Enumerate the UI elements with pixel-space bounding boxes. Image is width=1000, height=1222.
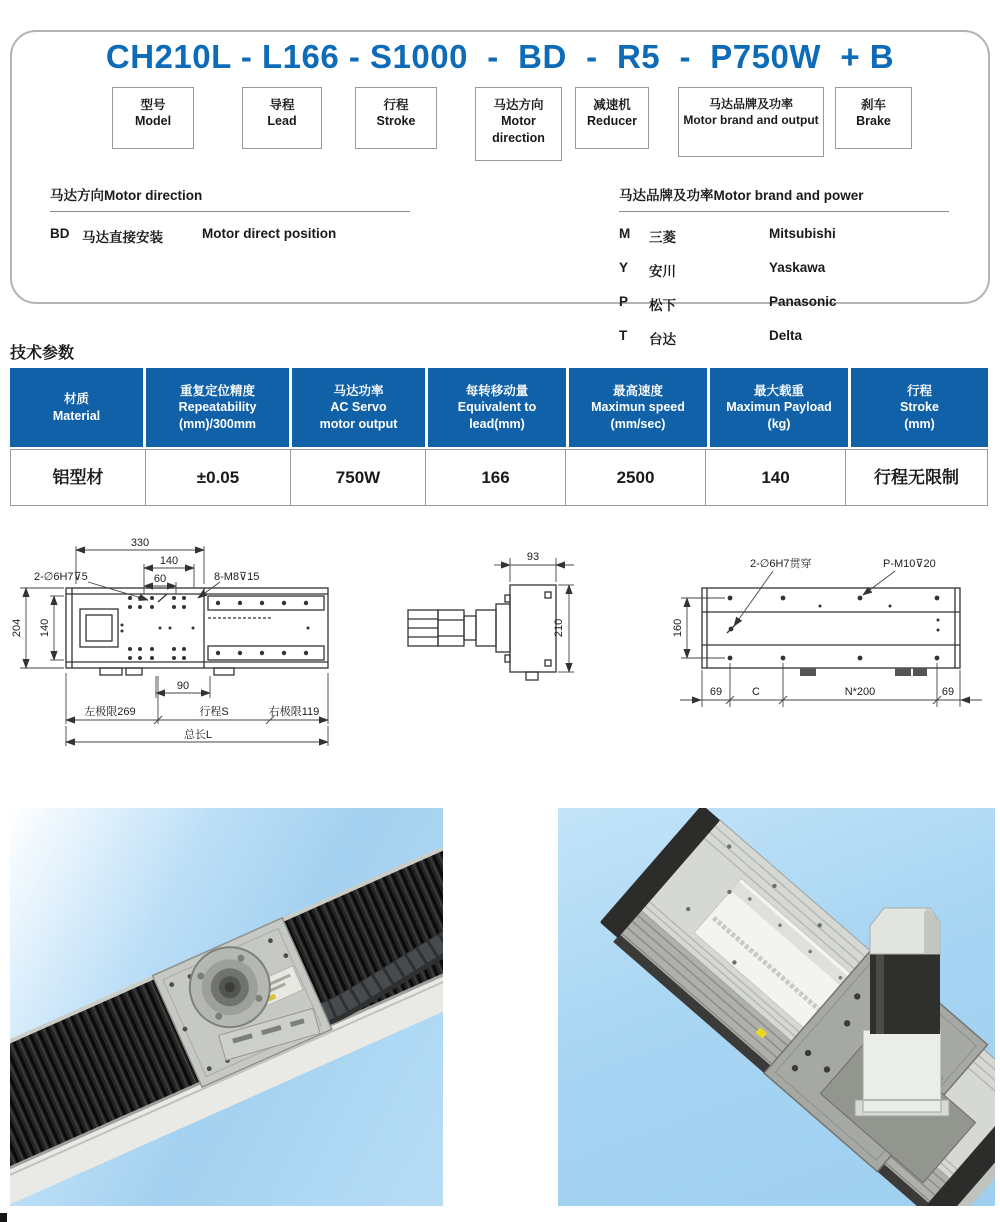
hdr-cn: 最高速度 (612, 383, 663, 398)
hdr-sub: (mm) (904, 416, 935, 431)
drawing-top-view (8, 528, 393, 763)
hdr-en: Repeatability (178, 400, 257, 415)
spec-header-lead (428, 368, 566, 447)
motor-direction-en: Motor direct position (202, 226, 337, 241)
callout-base-screws: P-M10⊽20 (883, 558, 936, 570)
code-box-brake-cn: 刹车 (860, 98, 886, 112)
brand-en: Panasonic (769, 294, 837, 309)
specs-table (10, 368, 988, 506)
dim-stroke-s: 行程S (199, 706, 229, 718)
code-box-lead-cn: 导程 (269, 98, 295, 112)
code-box-motor-brand-cn: 马达品牌及功率 (708, 97, 793, 111)
model-code-title: CH210L - L166 - S1000 - BD - R5 - P750W + B (105, 38, 895, 75)
callout-dowel-holes: 2-∅6H7⊽5 (34, 571, 88, 583)
code-box-motor-brand (678, 87, 824, 157)
code-box-stroke-cn: 行程 (383, 98, 409, 112)
motor-direction-cn: 马达直接安装 (82, 230, 163, 245)
code-box-reducer (575, 87, 649, 149)
brand-cn: 松下 (649, 298, 676, 313)
spec-value-stroke: 行程无限制 (874, 468, 959, 487)
motor-direction-heading: 马达方向Motor direction (50, 188, 203, 203)
dim-160: 160 (672, 618, 684, 638)
hdr-cn: 最大载重 (753, 383, 804, 398)
photo-bellows-actuator (10, 808, 443, 1206)
motor-direction-row (50, 226, 410, 246)
motor-direction-code: BD (50, 226, 70, 241)
code-box-reducer-en: Reducer (586, 114, 638, 129)
dim-330: 330 (130, 537, 150, 549)
hdr-en: Material (52, 408, 101, 423)
dim-60: 60 (153, 573, 167, 585)
dim-140-side: 140 (39, 618, 51, 638)
brand-cn: 三菱 (649, 230, 676, 245)
spec-value-material: 铝型材 (11, 450, 146, 505)
brand-cn: 安川 (649, 264, 676, 279)
code-box-model-en: Model (134, 114, 172, 129)
dim-c: C (752, 686, 760, 698)
spec-value-motor-output: 750W (291, 450, 426, 505)
code-box-lead-en: Lead (267, 114, 297, 129)
brand-code: Y (619, 260, 629, 275)
hdr-cn: 重复定位精度 (179, 383, 255, 398)
spec-value-lead: 166 (426, 450, 566, 505)
hdr-sub: (mm/sec) (610, 416, 666, 431)
drawing-bottom-view (655, 545, 1000, 730)
actuator-body-group (10, 828, 443, 1206)
code-box-stroke-en: Stroke (376, 114, 416, 129)
specs-header-row (10, 368, 988, 447)
dim-93: 93 (526, 551, 540, 563)
brand-en: Mitsubishi (769, 226, 836, 241)
dim-210: 210 (553, 618, 565, 638)
motor-brand-row-yaskawa (619, 260, 949, 280)
spec-value-max-payload: 140 (706, 450, 846, 505)
drawing-side-view (398, 540, 580, 690)
hdr-sub: motor output (319, 416, 398, 431)
spec-value-max-speed: 2500 (566, 450, 706, 505)
top-view-holes (121, 596, 310, 660)
motor-brand-row-delta (619, 328, 949, 348)
bellows-actuator-illustration (10, 808, 443, 1206)
specs-section-title: 技术参数 (10, 345, 75, 362)
dim-69-right: 69 (941, 686, 955, 698)
brand-en: Yaskawa (769, 260, 826, 275)
code-box-motor-direction-en: Motor direction (492, 114, 545, 145)
hdr-en: Maximun Payload (726, 400, 832, 415)
code-box-model-cn: 型号 (140, 98, 166, 112)
callout-mount-screws: 8-M8⊽15 (214, 571, 260, 583)
dim-total-length: 总长L (183, 729, 213, 741)
code-box-motor-direction (475, 87, 562, 161)
code-box-stroke (355, 87, 437, 149)
motor-brand-legend (619, 184, 949, 348)
photo-stage-with-motor (558, 808, 995, 1206)
bottom-view-body (702, 588, 960, 668)
brand-cn: 台达 (649, 332, 676, 347)
spec-header-motor-output (292, 368, 425, 447)
bottom-view-holes (728, 596, 940, 676)
dim-90: 90 (176, 680, 190, 692)
spec-header-material (10, 368, 143, 447)
motor-direction-legend (50, 184, 410, 246)
spec-header-stroke (851, 368, 988, 447)
hdr-en: Maximun speed (591, 400, 685, 415)
spec-value-repeatability: ±0.05 (146, 450, 291, 505)
model-code-panel (10, 30, 990, 347)
spec-header-repeatability (146, 368, 289, 447)
brand-code: T (619, 328, 628, 343)
code-box-motor-brand-en: Motor brand and output (683, 112, 819, 127)
motor-brand-rule (619, 211, 949, 212)
bottom-view-dimensions (680, 571, 982, 707)
spec-header-max-speed (569, 368, 707, 447)
dim-right-limit: 右极限119 (268, 706, 320, 718)
dim-n200: N*200 (844, 686, 876, 698)
hdr-sub: lead(mm) (469, 416, 525, 431)
hdr-cn: 材质 (63, 392, 89, 406)
dim-140-top: 140 (159, 555, 179, 567)
motor-direction-rule (50, 211, 410, 212)
hdr-sub: (mm)/300mm (178, 416, 257, 431)
spec-header-max-payload (710, 368, 848, 447)
top-view-body (66, 588, 328, 675)
dim-69-left: 69 (709, 686, 723, 698)
side-view-body (408, 585, 556, 680)
hdr-cn: 马达功率 (333, 383, 384, 398)
page-corner-mark (0, 1213, 7, 1222)
code-box-motor-direction-cn: 马达方向 (493, 98, 544, 112)
brand-en: Delta (769, 328, 803, 343)
hdr-en: Stroke (900, 400, 939, 415)
code-box-model (112, 87, 194, 149)
motor-brand-heading: 马达品牌及功率Motor brand and power (619, 188, 864, 203)
dim-left-limit: 左极限269 (84, 706, 136, 718)
dim-204: 204 (11, 618, 23, 638)
callout-through-holes: 2-∅6H7贯穿 (750, 558, 812, 570)
hdr-sub: (kg) (767, 416, 791, 431)
hdr-cn: 行程 (906, 383, 932, 398)
code-box-brake-en: Brake (856, 114, 891, 129)
code-box-lead (242, 87, 322, 149)
hdr-en: Equivalent to (457, 400, 537, 415)
motor-brand-row-mitsubishi (619, 226, 949, 246)
code-box-reducer-cn: 减速机 (593, 98, 631, 112)
code-box-brake (835, 87, 912, 149)
brand-code: P (619, 294, 629, 309)
brand-code: M (619, 226, 631, 241)
hdr-en: AC Servo (330, 400, 387, 415)
specs-value-row (10, 449, 988, 506)
hdr-cn: 每转移动量 (465, 383, 529, 398)
stage-illustration (558, 808, 995, 1206)
motor-brand-row-panasonic (619, 294, 949, 314)
